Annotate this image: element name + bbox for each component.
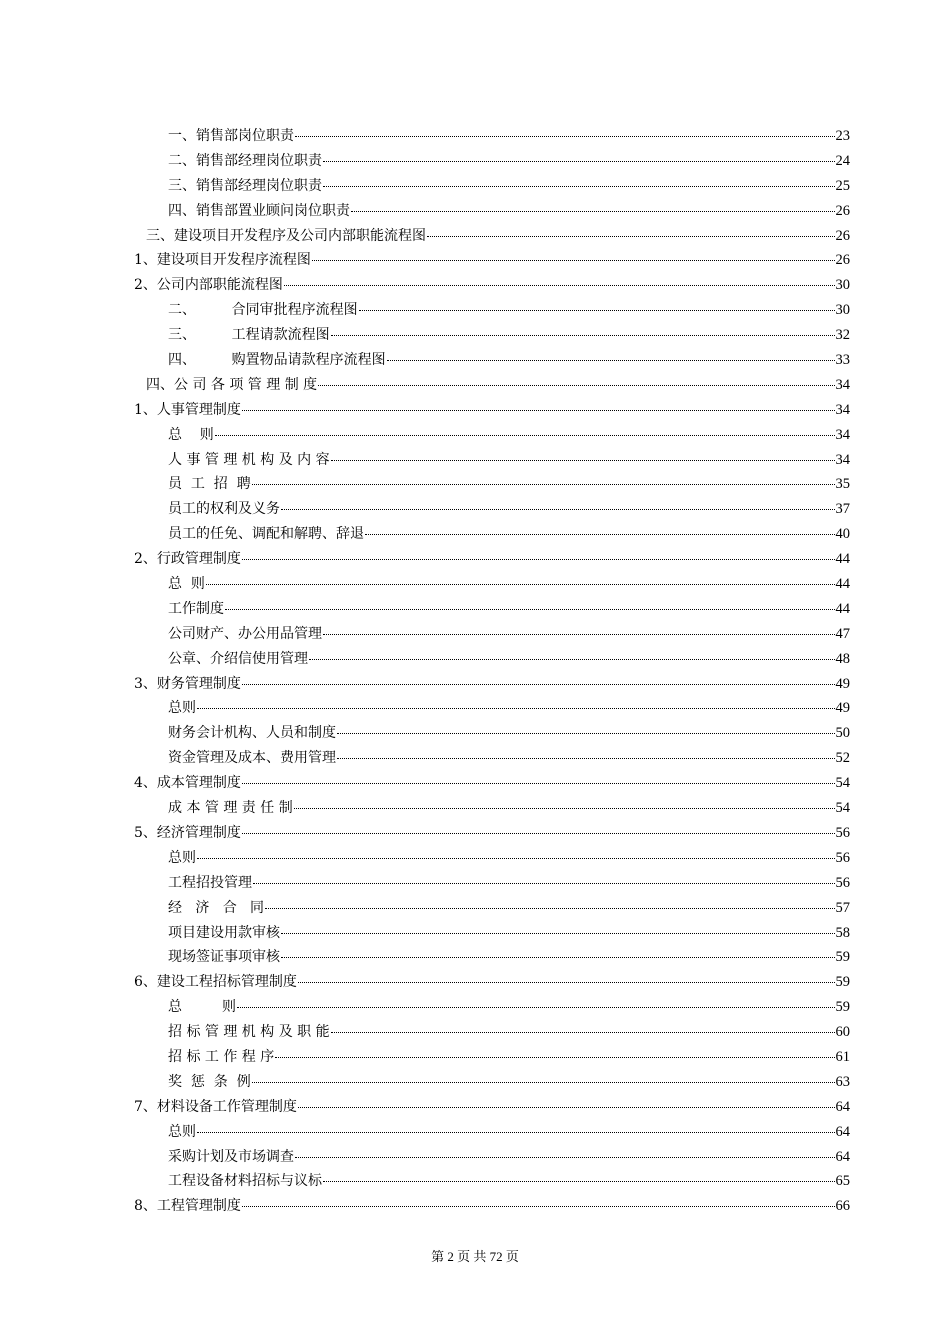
toc-entry[interactable] [134, 896, 850, 921]
toc-entry[interactable] [134, 373, 850, 398]
toc-entry-page-number: 58 [835, 924, 850, 941]
toc-entry-label: 8、工程管理制度 [134, 1198, 241, 1215]
toc-entry-page-number: 49 [835, 700, 850, 717]
toc-dot-leader [323, 1181, 835, 1182]
toc-entry-page-number: 30 [835, 277, 850, 294]
toc-entry[interactable] [134, 622, 850, 647]
toc-entry-page-number: 26 [835, 202, 850, 219]
toc-dot-leader [387, 360, 835, 361]
toc-entry-page-number: 26 [835, 252, 850, 269]
toc-dot-leader [295, 1157, 835, 1158]
toc-dot-leader [197, 708, 835, 709]
toc-entry-label: 奖 惩 条 例 [168, 1073, 251, 1090]
toc-dot-leader [298, 1107, 835, 1108]
toc-entry-label: 1、建设项目开发程序流程图 [134, 252, 311, 269]
toc-dot-leader [351, 211, 835, 212]
toc-entry-page-number: 34 [835, 376, 850, 393]
toc-entry[interactable] [134, 348, 850, 373]
toc-dot-leader [337, 733, 835, 734]
toc-entry[interactable] [134, 522, 850, 547]
toc-entry-page-number: 40 [835, 526, 850, 543]
toc-dot-leader [252, 484, 835, 485]
toc-entry-label: 总 则 [168, 576, 205, 593]
toc-dot-leader [281, 933, 835, 934]
toc-entry-label: 招 标 管 理 机 构 及 职 能 [168, 1024, 330, 1041]
toc-entry-label: 员 工 招 聘 [168, 476, 251, 493]
toc-entry[interactable] [134, 1145, 850, 1170]
toc-dot-leader [281, 509, 835, 510]
toc-dot-leader [206, 584, 835, 585]
toc-entry[interactable] [134, 1095, 850, 1120]
toc-entry[interactable] [134, 721, 850, 746]
toc-dot-leader [427, 236, 835, 237]
toc-dot-leader [298, 982, 835, 983]
toc-entry-page-number: 59 [835, 949, 850, 966]
toc-entry[interactable] [134, 323, 850, 348]
toc-entry[interactable] [134, 1194, 850, 1219]
toc-dot-leader [323, 634, 835, 635]
toc-entry-page-number: 25 [835, 177, 850, 194]
toc-entry-label: 2、公司内部职能流程图 [134, 277, 283, 294]
toc-entry-page-number: 44 [835, 551, 850, 568]
toc-entry[interactable] [134, 1169, 850, 1194]
toc-entry[interactable] [134, 597, 850, 622]
toc-entry[interactable] [134, 1020, 850, 1045]
toc-entry-label: 7、材料设备工作管理制度 [134, 1098, 297, 1115]
toc-entry[interactable] [134, 298, 850, 323]
toc-dot-leader [242, 833, 835, 834]
toc-entry-label: 经 济 合 同 [168, 899, 265, 916]
toc-entry-label: 1、人事管理制度 [134, 401, 241, 418]
toc-entry-label: 6、建设工程招标管理制度 [134, 974, 297, 991]
toc-entry[interactable] [134, 199, 850, 224]
toc-entry-page-number: 54 [835, 800, 850, 817]
toc-dot-leader [242, 410, 835, 411]
toc-entry-label: 员工的权利及义务 [168, 501, 280, 518]
toc-dot-leader [318, 385, 834, 386]
toc-entry[interactable] [134, 149, 850, 174]
toc-dot-leader [242, 684, 835, 685]
toc-entry-page-number: 48 [835, 650, 850, 667]
toc-dot-leader [242, 559, 835, 560]
toc-entry-label: 项目建设用款审核 [168, 924, 280, 941]
toc-entry-label: 总则 [168, 849, 196, 866]
toc-entry-label: 公司财产、办公用品管理 [168, 625, 322, 642]
toc-entry-page-number: 30 [835, 302, 850, 319]
toc-entry-label: 工程设备材料招标与议标 [168, 1173, 322, 1190]
toc-dot-leader [284, 285, 835, 286]
toc-dot-leader [197, 1132, 835, 1133]
toc-dot-leader [237, 1007, 834, 1008]
toc-entry-label: 三、销售部经理岗位职责 [168, 177, 322, 194]
toc-entry[interactable] [134, 647, 850, 672]
toc-entry[interactable] [134, 1045, 850, 1070]
toc-entry-page-number: 63 [835, 1073, 850, 1090]
toc-dot-leader [309, 659, 835, 660]
toc-dot-leader [275, 1057, 834, 1058]
toc-entry-label: 总则 [168, 700, 196, 717]
toc-entry-page-number: 37 [835, 501, 850, 518]
toc-entry[interactable] [134, 672, 850, 697]
toc-entry-page-number: 64 [835, 1123, 850, 1140]
toc-entry-page-number: 64 [835, 1148, 850, 1165]
toc-entry[interactable] [134, 945, 850, 970]
toc-entry-label: 二、销售部经理岗位职责 [168, 152, 322, 169]
toc-entry-label: 总 则 [168, 999, 237, 1016]
toc-dot-leader [253, 883, 835, 884]
toc-entry-page-number: 61 [835, 1048, 850, 1065]
toc-entry-page-number: 59 [835, 999, 850, 1016]
toc-entry-page-number: 34 [835, 451, 850, 468]
toc-entry-page-number: 26 [835, 227, 850, 244]
toc-entry-page-number: 59 [835, 974, 850, 991]
toc-dot-leader [215, 435, 835, 436]
toc-entry[interactable] [134, 497, 850, 522]
toc-entry-label: 财务会计机构、人员和制度 [168, 725, 336, 742]
toc-dot-leader [323, 186, 835, 187]
toc-entry-page-number: 35 [835, 476, 850, 493]
toc-entry-label: 4、成本管理制度 [134, 775, 241, 792]
toc-entry[interactable] [134, 398, 850, 423]
toc-entry[interactable] [134, 796, 850, 821]
toc-dot-leader [331, 460, 835, 461]
toc-dot-leader [331, 1032, 835, 1033]
toc-entry-label: 3、财务管理制度 [134, 675, 241, 692]
toc-dot-leader [312, 260, 835, 261]
toc-entry-label: 总 则 [168, 426, 214, 443]
toc-entry-page-number: 44 [835, 576, 850, 593]
toc-entry-page-number: 57 [835, 899, 850, 916]
toc-dot-leader [242, 783, 835, 784]
toc-entry-label: 人 事 管 理 机 构 及 内 容 [168, 451, 330, 468]
toc-entry-page-number: 64 [835, 1098, 850, 1115]
table-of-contents [134, 124, 850, 1219]
toc-entry-label: 员工的任免、调配和解聘、辞退 [168, 526, 364, 543]
toc-entry[interactable] [134, 448, 850, 473]
toc-entry-label: 采购计划及市场调查 [168, 1148, 294, 1165]
toc-entry-label: 四、销售部置业顾问岗位职责 [168, 202, 350, 219]
toc-entry-page-number: 32 [835, 327, 850, 344]
toc-entry-label: 四、公 司 各 项 管 理 制 度 [146, 376, 318, 393]
toc-entry[interactable] [134, 696, 850, 721]
toc-entry-page-number: 49 [835, 675, 850, 692]
toc-entry-label: 工作制度 [168, 600, 224, 617]
toc-dot-leader [359, 310, 835, 311]
toc-entry-label: 现场签证事项审核 [168, 949, 280, 966]
toc-entry-page-number: 56 [835, 849, 850, 866]
toc-entry[interactable] [134, 273, 850, 298]
toc-entry-page-number: 47 [835, 625, 850, 642]
toc-entry-label: 三、 工程请款流程图 [168, 327, 330, 344]
toc-entry-label: 资金管理及成本、费用管理 [168, 750, 336, 767]
toc-entry-page-number: 44 [835, 600, 850, 617]
toc-dot-leader [252, 1082, 835, 1083]
toc-entry-label: 三、建设项目开发程序及公司内部职能流程图 [146, 227, 426, 244]
toc-entry[interactable] [134, 995, 850, 1020]
toc-entry-page-number: 34 [835, 426, 850, 443]
toc-entry-page-number: 56 [835, 874, 850, 891]
toc-entry[interactable] [134, 423, 850, 448]
toc-entry-label: 公章、介绍信使用管理 [168, 650, 308, 667]
toc-entry[interactable] [134, 572, 850, 597]
toc-entry-page-number: 23 [835, 128, 850, 144]
toc-entry-label: 总则 [168, 1123, 196, 1140]
toc-entry-page-number: 52 [835, 750, 850, 767]
toc-entry[interactable] [134, 1070, 850, 1095]
toc-entry[interactable] [134, 771, 850, 796]
toc-entry[interactable] [134, 821, 850, 846]
toc-entry-label: 成 本 管 理 责 任 制 [168, 800, 293, 817]
toc-entry-label: 一、销售部岗位职责 [168, 128, 294, 144]
toc-dot-leader [365, 534, 835, 535]
toc-entry[interactable] [134, 248, 850, 273]
toc-entry-page-number: 33 [835, 352, 850, 369]
toc-entry-page-number: 50 [835, 725, 850, 742]
toc-dot-leader [197, 858, 835, 859]
toc-entry[interactable] [134, 970, 850, 995]
toc-entry-label: 二、 合同审批程序流程图 [168, 302, 358, 319]
toc-entry-page-number: 24 [835, 152, 850, 169]
page-footer: 第 2 页 共 72 页 [431, 1249, 519, 1264]
toc-dot-leader [295, 136, 835, 137]
toc-entry[interactable] [134, 746, 850, 771]
toc-entry-label: 招 标 工 作 程 序 [168, 1048, 275, 1065]
toc-entry[interactable] [134, 846, 850, 871]
toc-dot-leader [265, 908, 834, 909]
toc-dot-leader [331, 335, 835, 336]
toc-dot-leader [242, 1206, 835, 1207]
toc-dot-leader [294, 808, 835, 809]
toc-entry-page-number: 65 [835, 1173, 850, 1190]
toc-entry[interactable] [134, 1120, 850, 1145]
toc-entry-page-number: 60 [835, 1024, 850, 1041]
toc-dot-leader [323, 161, 835, 162]
toc-dot-leader [281, 957, 835, 958]
toc-entry[interactable] [134, 224, 850, 249]
toc-entry-page-number: 56 [835, 824, 850, 841]
toc-dot-leader [225, 609, 835, 610]
toc-entry-page-number: 54 [835, 775, 850, 792]
toc-entry[interactable] [134, 871, 850, 896]
toc-entry[interactable] [134, 921, 850, 946]
toc-entry-label: 工程招投管理 [168, 874, 252, 891]
toc-entry-label: 四、 购置物品请款程序流程图 [168, 352, 386, 369]
toc-entry[interactable] [134, 124, 850, 149]
toc-entry[interactable] [134, 472, 850, 497]
toc-entry[interactable] [134, 174, 850, 199]
toc-entry-page-number: 34 [835, 401, 850, 418]
toc-entry-label: 2、行政管理制度 [134, 551, 241, 568]
toc-entry-label: 5、经济管理制度 [134, 824, 241, 841]
toc-entry[interactable] [134, 547, 850, 572]
toc-dot-leader [337, 758, 835, 759]
toc-entry-page-number: 66 [835, 1198, 850, 1215]
